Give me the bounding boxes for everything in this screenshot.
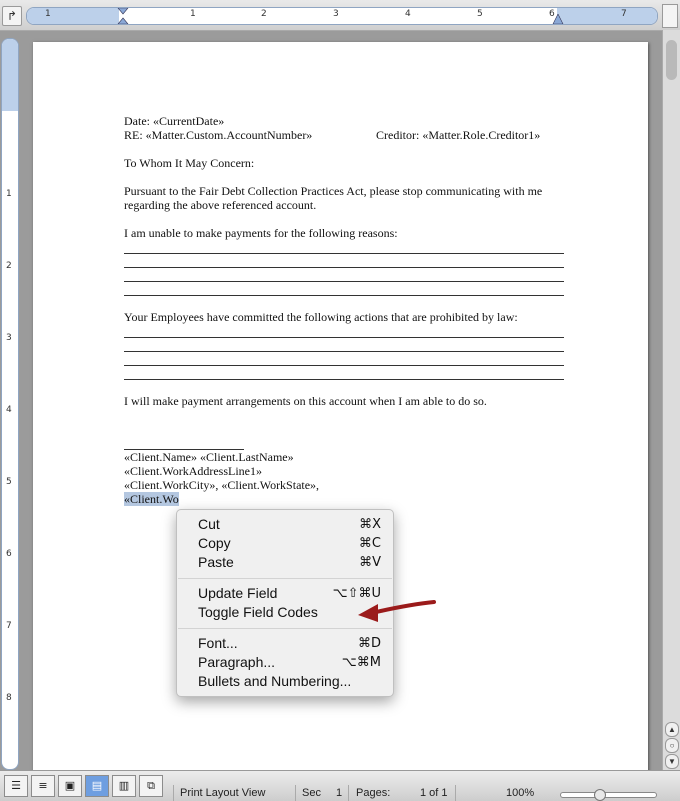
- date-line: Date: «CurrentDate»: [124, 114, 225, 128]
- ruler-number: 4: [405, 9, 411, 19]
- full-screen-icon[interactable]: ⧉: [139, 775, 163, 797]
- outline-view-icon[interactable]: ≡: [31, 775, 55, 797]
- horizontal-ruler-bar: [0, 0, 680, 31]
- paragraph-prohibited-actions: Your Employees have committed the following actions that are prohibited by law:: [124, 310, 518, 324]
- publishing-layout-icon[interactable]: ▣: [58, 775, 82, 797]
- ruler-number: 1: [6, 189, 12, 199]
- right-indent-marker-icon[interactable]: [552, 14, 564, 24]
- blank-line: [124, 282, 564, 296]
- blank-line: [124, 268, 564, 282]
- menu-item-copy[interactable]: Copy ⌘C: [198, 535, 381, 551]
- re-line: RE: «Matter.Custom.AccountNumber»: [124, 128, 313, 142]
- draft-view-icon[interactable]: ☰: [4, 775, 28, 797]
- client-city-state-field: «Client.WorkCity», «Client.WorkState»,: [124, 478, 320, 492]
- re-creditor-line: [124, 128, 564, 142]
- ruler-number: 2: [6, 261, 12, 271]
- signature-line: [124, 436, 244, 450]
- client-name-field: «Client.Name» «Client.LastName»: [124, 450, 294, 464]
- document-body[interactable]: [124, 114, 564, 506]
- client-address-field: «Client.WorkAddressLine1»: [124, 464, 263, 478]
- blank-line: [124, 366, 564, 380]
- ruler-number: 5: [6, 477, 12, 487]
- horizontal-ruler[interactable]: [26, 7, 658, 25]
- ruler-number: 8: [6, 693, 12, 703]
- blank-line: [124, 338, 564, 352]
- left-margin-area: [27, 8, 119, 24]
- view-name: Print Layout View: [180, 787, 266, 799]
- pages-value: 1 of 1: [420, 787, 448, 799]
- ruler-number: 6: [6, 549, 12, 559]
- menu-separator: [178, 578, 392, 579]
- blank-line: [124, 240, 564, 254]
- vertical-scrollbar[interactable]: [662, 30, 680, 770]
- top-margin-area: [2, 39, 18, 111]
- status-bar: [0, 770, 680, 801]
- paragraph-reasons: I am unable to make payments for the following reasons:: [124, 226, 398, 240]
- scroll-down-icon[interactable]: ▼: [665, 754, 679, 769]
- menu-item-paragraph[interactable]: Paragraph... ⌥⌘M: [198, 654, 381, 670]
- print-layout-icon[interactable]: ▤: [85, 775, 109, 797]
- tab-stop-selector[interactable]: ↱: [2, 6, 22, 26]
- ruler-number: 7: [621, 9, 627, 19]
- creditor-line: Creditor: «Matter.Role.Creditor1»: [376, 128, 541, 142]
- ruler-number: 5: [477, 9, 483, 19]
- ruler-number: 1: [190, 9, 196, 19]
- indent-marker-icon[interactable]: [117, 8, 129, 24]
- vertical-ruler[interactable]: [1, 38, 19, 770]
- ruler-number: 7: [6, 621, 12, 631]
- section-label: Sec: [302, 787, 321, 799]
- menu-item-paste[interactable]: Paste ⌘V: [198, 554, 381, 570]
- annotation-arrow-icon: [354, 596, 440, 626]
- ruler-number: 3: [6, 333, 12, 343]
- notebook-layout-icon[interactable]: ▥: [112, 775, 136, 797]
- ruler-number: 1: [45, 9, 51, 19]
- ruler-number: 6: [549, 9, 555, 19]
- zoom-value: 100%: [506, 787, 535, 799]
- split-view-icon[interactable]: [662, 4, 678, 28]
- ruler-number: 2: [261, 9, 267, 19]
- pages-label: Pages:: [356, 787, 391, 799]
- paragraph-fdcpa: Pursuant to the Fair Debt Collection Practices Act, please stop communicating with me regarding the above referenced account.: [124, 184, 543, 212]
- selected-field-code[interactable]: «Client.Wo: [124, 492, 179, 506]
- ruler-number: 3: [333, 9, 339, 19]
- menu-item-font[interactable]: Font... ⌘D: [198, 635, 381, 651]
- menu-item-toggle-field-codes[interactable]: Toggle Field Codes: [198, 604, 318, 620]
- menu-item-bullets-numbering[interactable]: Bullets and Numbering...: [198, 673, 352, 689]
- salutation: To Whom It May Concern:: [124, 156, 255, 170]
- menu-separator: [178, 628, 392, 629]
- zoom-slider[interactable]: [560, 792, 657, 798]
- browse-object-icon[interactable]: ○: [665, 738, 679, 753]
- section-value: 1: [336, 787, 343, 799]
- blank-line: [124, 324, 564, 338]
- paragraph-arrangements: I will make payment arrangements on this account when I am able to do so.: [124, 394, 487, 408]
- scroll-up-icon[interactable]: ▲: [665, 722, 679, 737]
- zoom-slider-thumb[interactable]: [594, 789, 606, 801]
- blank-line: [124, 352, 564, 366]
- blank-line: [124, 254, 564, 268]
- right-margin-area: [557, 8, 657, 24]
- ruler-number: 4: [6, 405, 12, 415]
- scroll-thumb[interactable]: [666, 40, 677, 80]
- menu-item-update-field[interactable]: Update Field ⌥⇧⌘U: [198, 585, 381, 601]
- menu-item-cut[interactable]: Cut ⌘X: [198, 516, 381, 532]
